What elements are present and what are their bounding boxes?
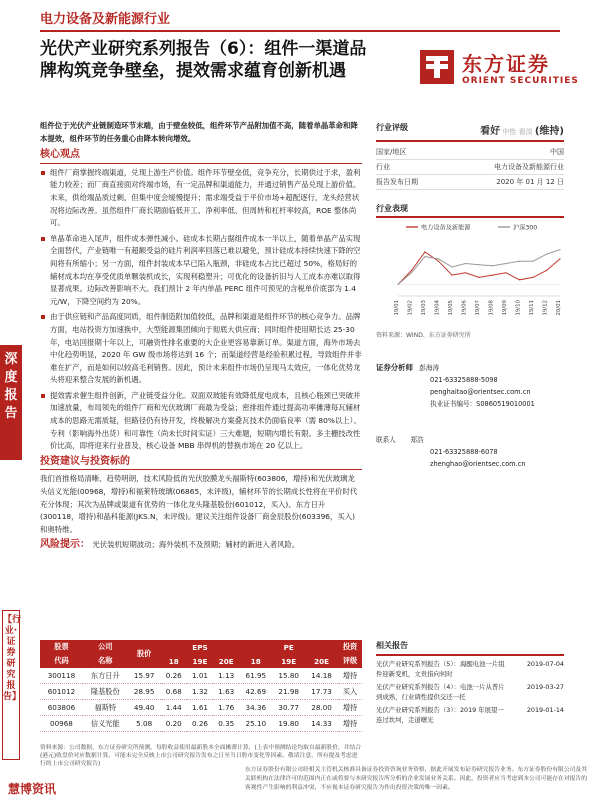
info-key: 国家/地区 [376,148,407,156]
series-point [532,261,533,262]
cell-eps20: 1.13 [213,668,239,684]
analyst-email[interactable]: penghaitao@orientsec.com.cn [430,388,531,396]
rating-panel [376,120,564,190]
related-heading: 相关报告 [376,641,564,656]
contact-phone: 021-63325888-6078 [430,448,498,456]
info-value: 电力设备及新能源行业 [494,163,564,171]
chart-title: 行业表现 [376,203,564,218]
x-tick-label: 19/06 [461,300,468,316]
series-point [559,258,560,259]
rating-label: 行业评级 [376,123,408,132]
cell-code: 00968 [40,716,83,732]
x-tick-label: 19/09 [502,300,508,316]
info-key: 行业 [376,163,390,171]
cell-eps18: 0.20 [161,716,187,732]
series-point [492,265,493,266]
brand-name-cn: 东方证券 [462,52,550,76]
cell-price: 5.08 [128,716,161,732]
analyst-block [376,362,564,410]
cell-name: 隆基股份 [83,684,128,700]
contact-block [376,434,564,470]
related-title: 光伏产业研究系列报告（4）：电池一片从普片到成熟，行业调性提供交还一托 [376,682,505,701]
series-point [451,275,452,276]
cell-code: 603806 [40,700,83,716]
info-value: 2020 年 01 月 12 日 [496,178,564,186]
th-eps-20: 20E [213,654,239,668]
bullet-point: 单晶革命进入尾声，组件成本弹性减小。硅成本长期占据组件成本一半以上，随着单晶产品实现全面替代，产业链唯一有超额受益的硅片利润率回落已难以避免，预计硅成本持续快速下降的空间将有所缩小；另一方面，组件封装成本早已陷入瓶颈，非硅成本占比已超过 50%，格局好的辅材成本均在享受优质单颗装机成长，实现利稳塑升；可优化的设备折旧与人工成本亦难以取得显著成果。边际改善影响不大。我们预计 2 年内单晶 PERC 组件可预见的含税单价底部为 1.4 元/W，下降空间约为 20%。 [40,233,362,309]
cell-rating: 增持 [338,700,362,716]
series-point [438,261,439,262]
x-tick-label: 19/01 [394,300,400,316]
footer-disclaimer: 东方证券股份有限公司经相关主管机关核准具备证券投资咨询业务资格，据此开展发布证券研究报告业务。东方证券股份有限公司及其关联机构在法律许可的范围内正在或将要与本研究报告所分析的企业发展业务关系。因此，投资者应当考虑到本公司可能存在对报告的客观性产生影响的利益冲突，不应视本证券研究报告为作出投资决策的唯一因素。 [245,767,588,791]
related-reports [376,641,564,728]
risk-heading: 风险提示： [40,539,90,551]
cell-pe20: 14.18 [305,668,338,684]
x-tick-label: 19/07 [475,300,481,316]
table-row [40,668,362,684]
main-body [40,120,362,552]
x-tick-label: 19/10 [515,300,522,316]
bullet-point: 组件厂商掌握终端渠道，兑现上游生产价值。组件环节壁垒低，竞争充分，长期供过于求，盈利能力较差；而厂商直接面对终端市场，有一定品牌和渠道能力，并通过销售产品兑现上游价值。未来，供给端品质过剩，但集中度会缓慢提升；需求端受益于平价市场+超配逐行，龙头经营状况将边际改善。虽然组件厂商长期面临低开工、净利率低、但周转和杠杆率较高，ROE 整体尚可。 [40,167,362,230]
stock-table [40,640,362,732]
cell-eps19: 1.01 [187,668,213,684]
cell-price: 28.95 [128,684,161,700]
report-title: 光伏产业研究系列报告（6）：组件一渠道品牌构筑竞争壁垒，提效需求蕴育创新机遇 [40,39,367,81]
cell-pe20: 14.33 [305,716,338,732]
bullet-point: 由于供应链和产品高度同质，组件制造附加值较低，品牌和渠道是组件环节的核心竞争力。品牌方面，电站投资方加速换中，大型能源集团倾向于彻底大供应商；同时组件使用期长达 25-30 年，电站回报期十年以上，可融资性排名重要的大企业更容易靠新订单。渠道方面，海外市场去中化趋势明显，2020 年 GW 级市场将达到 16 个；而渠道经营是经验积累过程，导致组件并非难在扩产，而是如何以较高毛利销售。因此，预计未来组件市场仍呈现马太效应，一体化优势龙头将迎来整合发展的新机遇。 [40,311,362,387]
cell-eps20: 1.76 [213,700,239,716]
investment-heading: 投资建议与投资标的 [40,456,362,471]
analyst-cert: 执业证书编号：S0860519010001 [430,400,535,408]
th-pe-19: 19E [272,654,305,668]
cell-pe20: 17.73 [305,684,338,700]
report-category-vertical: 【行业·证券研究报告】 [2,610,20,760]
related-item[interactable] [376,659,564,680]
contact-name: 郑浩 [410,436,424,444]
series-point [424,251,425,252]
cell-eps19: 1.61 [187,700,213,716]
info-row [376,160,564,175]
series-point [465,272,466,273]
cell-pe18: 61.95 [239,668,272,684]
th-price: 股价 [128,640,161,668]
analyst-label: 证券分析师 [376,363,413,372]
rating-mid: 中性 [502,128,517,136]
cell-eps18: 0.26 [161,668,187,684]
series-point [478,264,479,265]
cell-eps20: 1.63 [213,684,239,700]
series-point [451,266,452,267]
investment-advice: 我们首推格局清晰、趋势明朗，技术风险低的光伏胶膜龙头福斯特(603806，增持)和光伏玻璃龙头信义光能(00968，增持)和福莱特玻璃(06865，未评级)，辅材环节的长期成长性将在平价时代充分体现；其次为品牌或渠道有优势的一体化龙头隆基股份(601012，买入)、东方日升(300118，增持)和晶科能源(JKS.N，未评级)。建议关注组件设备厂商金辰股份(603396，买入)和奥特维。 [40,474,358,534]
series-point [532,277,533,278]
cell-pe19: 30.77 [272,700,305,716]
contact-label: 联系人 [376,436,396,444]
cell-eps18: 1.44 [161,700,187,716]
legend-label: 电力设备及新能源 [421,224,471,232]
risk-text: 光伏装机短期波动；海外装机不及预期；辅材的新进入者风险。 [92,540,300,550]
risk-line [40,539,362,552]
legend-label: 沪深300 [513,224,538,232]
related-item[interactable] [376,682,564,703]
cell-pe18: 34.36 [239,700,272,716]
series-point [411,272,412,273]
th-name-bottom: 名称 [83,654,128,668]
th-eps-19: 19E [187,654,213,668]
cell-code: 601012 [40,684,83,700]
cell-rating: 增持 [338,716,362,732]
related-title: 光伏产业研究系列报告（5）：海醒电池一片组件迎新变机，文贵指向何时 [376,659,505,678]
th-eps: EPS [161,640,240,654]
th-pe-20: 20E [305,654,338,668]
chart-source: 资料来源：WIND、东方证券研究所 [376,332,471,339]
core-views-heading: 核心观点 [40,149,362,164]
cell-name: 福斯特 [83,700,128,716]
cell-pe18: 25.10 [239,716,272,732]
x-tick-label: 19/12 [542,300,549,316]
cell-name: 信义光能 [83,716,128,732]
lead-summary: 组件位于光伏产业链制造环节末端，由于壁垒较低，组件环节产品附加值不高，随着单晶革命和降本提效，组件环节的任务重心由降本转向增效。 [40,121,358,143]
info-key: 报告发布日期 [376,178,418,186]
info-row [376,175,564,190]
table-row [40,716,362,732]
th-code-bottom: 代码 [40,654,83,668]
series-point [559,249,560,250]
x-tick-label: 19/11 [529,300,535,316]
cell-eps19: 0.26 [187,716,213,732]
related-date: 2019-01-14 [526,705,564,714]
related-title: 光伏产业研究系列报告（3）：2019 年展望一连过坎坷，走道曙光 [376,705,504,724]
report-category: 电力设备及新能源行业 [40,12,171,27]
bullet-point: 提效需求催生组件创新，产业链受益分化。双面双玻能有效降低度电成本，且核心瓶颈已突破并加速放量，布局领先的组件厂商和光伏玻璃厂商最为受益；密排组件通过提高功率摊薄每瓦辅材成本的思路无需质疑，但路径仍有待开发，终极解决方案叠瓦技术仍面临良率（需 80%以上）、专利（影响海外出货）和可靠性（尚未长时间实证）三大难题，短期内增长有限。多主栅技改性价比高，即将迎来行业普及，核心设备 MBB 串焊机的替换市场在 20 亿以上。 [40,390,362,453]
cell-pe20: 28.00 [305,700,338,716]
brand-logo [420,48,580,98]
related-date: 2019-03-27 [526,682,564,691]
th-name-top: 公司 [83,640,128,654]
cell-eps18: 0.68 [161,684,187,700]
cell-price: 49.40 [128,700,161,716]
series-point [397,284,398,285]
series-point [465,263,466,264]
series-point [505,263,506,264]
related-item[interactable] [376,705,564,726]
cell-price: 15.97 [128,668,161,684]
cell-pe19: 21.98 [272,684,305,700]
cell-rating: 买入 [338,684,362,700]
cell-pe19: 15.80 [272,668,305,684]
cell-rating: 增持 [338,668,362,684]
x-tick-label: 19/05 [448,300,454,316]
th-pe: PE [239,640,338,654]
performance-chart [376,218,564,328]
rating-row [376,120,564,142]
series-point [546,254,547,255]
table-footnote: 资料来源：公司数据，东方证券研究所预测，每股收益使用最新股本全面摊薄计算，(上表中预测结论均取自最新股价，并结合(港元)收盘价对应数据计算，可能未完全反映上市公司研究报告发布之日至当日股市变化等因素。敬请注意，所有提及考虑进行的上市公司研究报告) [40,745,362,767]
rating-value: 看好 [480,126,501,137]
x-tick-label: 20/01 [556,300,562,316]
table-row [40,684,362,700]
series-point [411,270,412,271]
related-date: 2019-07-04 [526,659,564,668]
x-tick-label: 19/04 [434,300,441,316]
x-tick-label: 19/08 [488,300,495,316]
cell-pe19: 19.80 [272,716,305,732]
series-point [519,261,520,262]
rating-low: 看淡 [518,128,533,136]
th-rating-bottom: 评级 [338,654,362,668]
brand-name-en: ORIENT SECURITIES [462,76,579,86]
brand-mark-icon [420,50,454,84]
info-value: 中国 [550,148,564,156]
series-line-0 [398,252,560,285]
th-eps-18: 18 [161,654,187,668]
series-point [424,256,425,257]
info-row [376,145,564,160]
cell-pe18: 42.69 [239,684,272,700]
cell-code: 300118 [40,668,83,684]
th-pe-18: 18 [239,654,272,668]
analyst-name: 彭海涛 [419,364,440,372]
rating-keep: (维持) [534,126,564,137]
x-tick-label: 19/02 [407,300,414,316]
analyst-phone: 021-63325888-5098 [430,376,498,384]
series-point [478,277,479,278]
th-rating-top: 投资 [338,640,362,654]
cell-name: 东方日升 [83,668,128,684]
footer-watermark-logo: 慧博资讯 [8,782,57,796]
th-code-top: 股票 [40,640,83,654]
series-point [546,270,547,271]
top-divider [40,30,560,32]
report-type-tab: 深度报告 [0,345,22,460]
cell-eps19: 1.32 [187,684,213,700]
cell-eps20: 0.35 [213,716,239,732]
table-row [40,700,362,716]
series-point [519,279,520,280]
series-point [505,272,506,273]
x-tick-label: 19/03 [421,300,427,316]
series-point [438,258,439,259]
contact-email[interactable]: zhenghao@orientsec.com.cn [430,460,526,468]
series-point [492,275,493,276]
rating-values [480,122,564,137]
